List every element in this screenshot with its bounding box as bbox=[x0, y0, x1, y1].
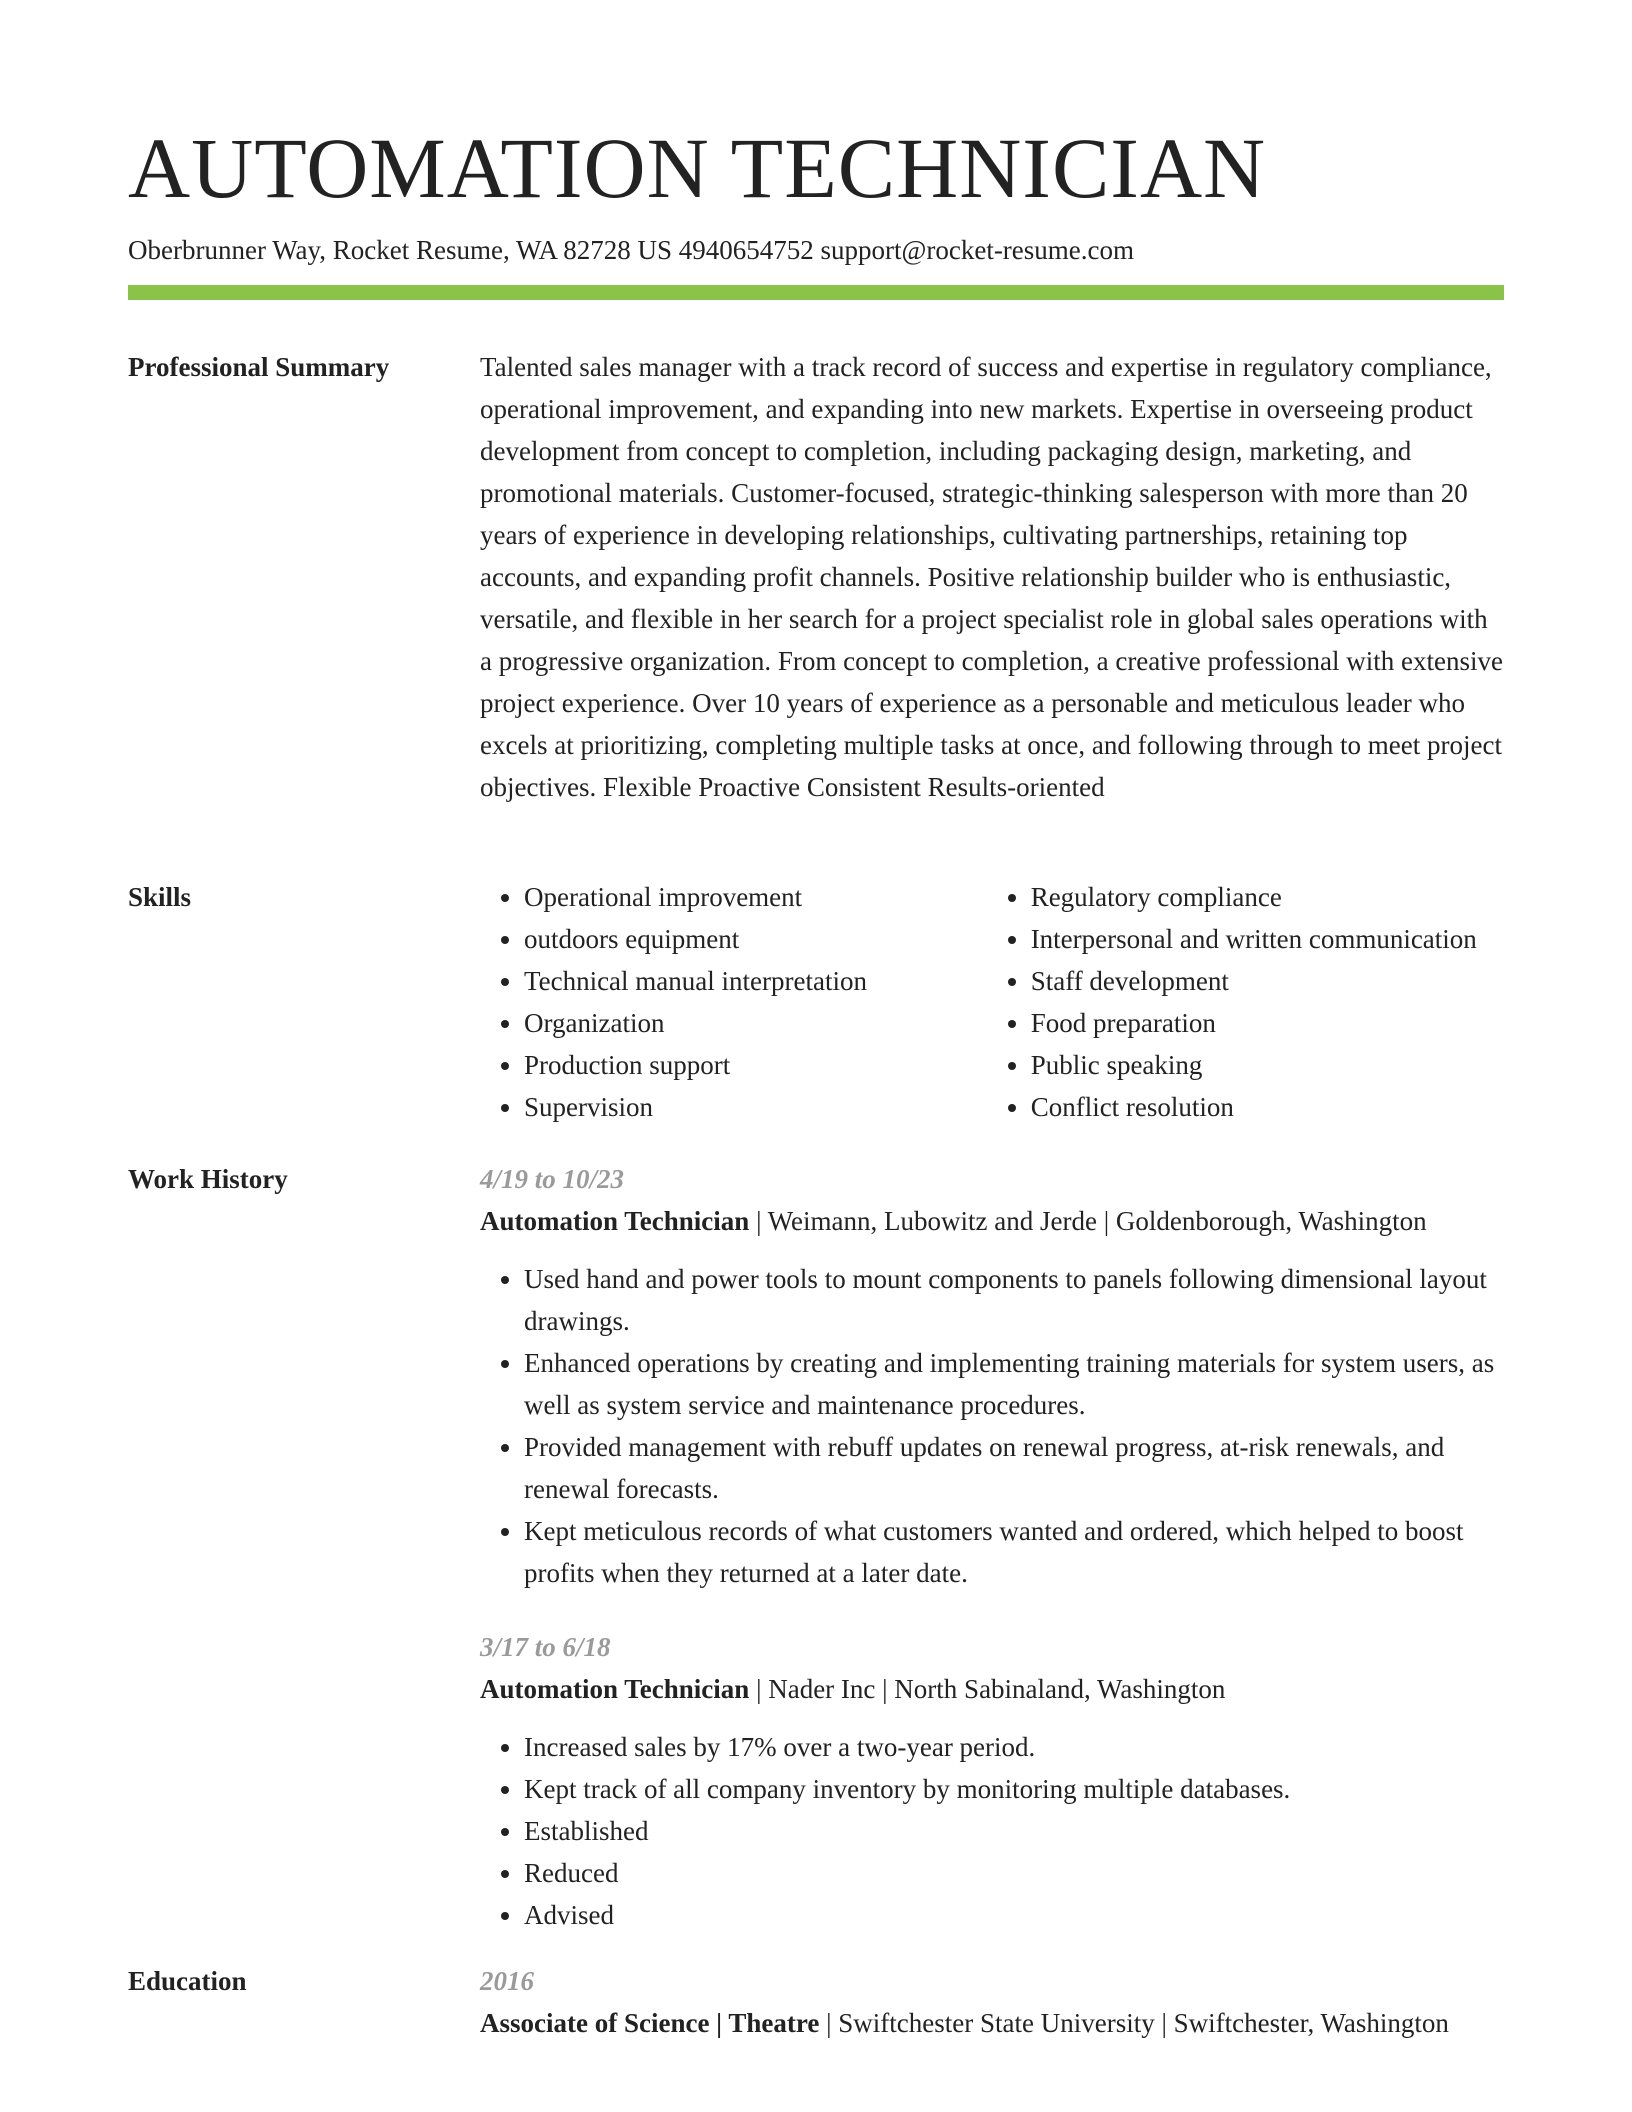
list-item: • Advised bbox=[524, 1894, 1504, 1936]
job-bullets bbox=[480, 1726, 1504, 1936]
accent-divider bbox=[128, 285, 1504, 300]
list-item: • Kept meticulous records of what customers wanted and ordered, which helped to boost profits when they returned at a later date. bbox=[524, 1510, 1504, 1594]
list-item: • outdoors equipment bbox=[524, 918, 943, 960]
section-label-work: Work History bbox=[128, 1164, 288, 1194]
list-item: • Supervision bbox=[524, 1086, 943, 1128]
list-item: • Increased sales by 17% over a two-year period. bbox=[524, 1726, 1504, 1768]
skills-list-left bbox=[480, 876, 943, 1128]
list-item: • Interpersonal and written communication bbox=[1031, 918, 1504, 960]
job-entry bbox=[480, 1158, 1504, 1594]
job-heading bbox=[480, 1200, 1504, 1242]
list-item: • Food preparation bbox=[1031, 1002, 1504, 1044]
job-company-location: | Weimann, Lubowitz and Jerde | Goldenborough, Washington bbox=[749, 1206, 1427, 1236]
job-entry bbox=[480, 1626, 1504, 1936]
job-date: 4/19 to 10/23 bbox=[480, 1164, 625, 1194]
section-label-skills: Skills bbox=[128, 882, 192, 912]
education-body bbox=[480, 1960, 1504, 2044]
list-item: • Reduced bbox=[524, 1852, 1504, 1894]
education-date: 2016 bbox=[480, 1966, 534, 1996]
skills-body bbox=[480, 876, 1504, 1128]
skills-list-right bbox=[987, 876, 1504, 1128]
list-item: • Established bbox=[524, 1810, 1504, 1852]
list-item: • Regulatory compliance bbox=[1031, 876, 1504, 918]
list-item: • Provided management with rebuff updates on renewal progress, at-risk renewals, and renewal forecasts. bbox=[524, 1426, 1504, 1510]
education-school-location: | Swiftchester State University | Swiftchester, Washington bbox=[819, 2008, 1449, 2038]
list-item: • Operational improvement bbox=[524, 876, 943, 918]
list-item: • Enhanced operations by creating and implementing training materials for system users, as well as system service and maintenance procedures. bbox=[524, 1342, 1504, 1426]
list-item: • Staff development bbox=[1031, 960, 1504, 1002]
job-bullets bbox=[480, 1258, 1504, 1594]
education-degree: Associate of Science | Theatre bbox=[480, 2008, 820, 2038]
summary-body bbox=[480, 346, 1504, 808]
job-date: 3/17 to 6/18 bbox=[480, 1632, 611, 1662]
list-item: • Conflict resolution bbox=[1031, 1086, 1504, 1128]
list-item: • Organization bbox=[524, 1002, 943, 1044]
section-label-summary: Professional Summary bbox=[128, 352, 390, 382]
summary-text: Talented sales manager with a track record of success and expertise in regulatory compliance, operational improvement, and expanding into new markets. Expertise in overseeing product development from concept to completion, including packaging design, marketing, and promotional materials. Customer-focused, strategic-thinking salesperson with more than 20 years of experience in developing relationships, cultivating partnerships, retaining top accounts, and expanding profit channels. Positive relationship builder who is enthusiastic, versatile, and flexible in her search for a project specialist role in global sales operations with a progressive organization. From concept to completion, a creative professional with extensive project experience. Over 10 years of experience as a personable and meticulous leader who excels at prioritizing, completing multiple tasks at once, and following through to meet project objectives. Flexible Proactive Consistent Results-oriented bbox=[480, 352, 1503, 802]
job-title: Automation Technician bbox=[480, 1674, 750, 1704]
list-item: • Used hand and power tools to mount components to panels following dimensional layout drawings. bbox=[524, 1258, 1504, 1342]
job-company-location: | Nader Inc | North Sabinaland, Washington bbox=[749, 1674, 1226, 1704]
job-title: Automation Technician bbox=[480, 1206, 750, 1236]
contact-line: Oberbrunner Way, Rocket Resume, WA 82728 US 4940654752 support@rocket-resume.com bbox=[128, 235, 1135, 265]
job-heading bbox=[480, 1668, 1504, 1710]
list-item: • Technical manual interpretation bbox=[524, 960, 943, 1002]
work-body bbox=[480, 1158, 1504, 1936]
list-item: • Kept track of all company inventory by monitoring multiple databases. bbox=[524, 1768, 1504, 1810]
education-heading bbox=[480, 2002, 1504, 2044]
list-item: • Public speaking bbox=[1031, 1044, 1504, 1086]
list-item: • Production support bbox=[524, 1044, 943, 1086]
section-label-education: Education bbox=[128, 1966, 247, 1996]
resume-title: AUTOMATION TECHNICIAN bbox=[128, 120, 1267, 216]
